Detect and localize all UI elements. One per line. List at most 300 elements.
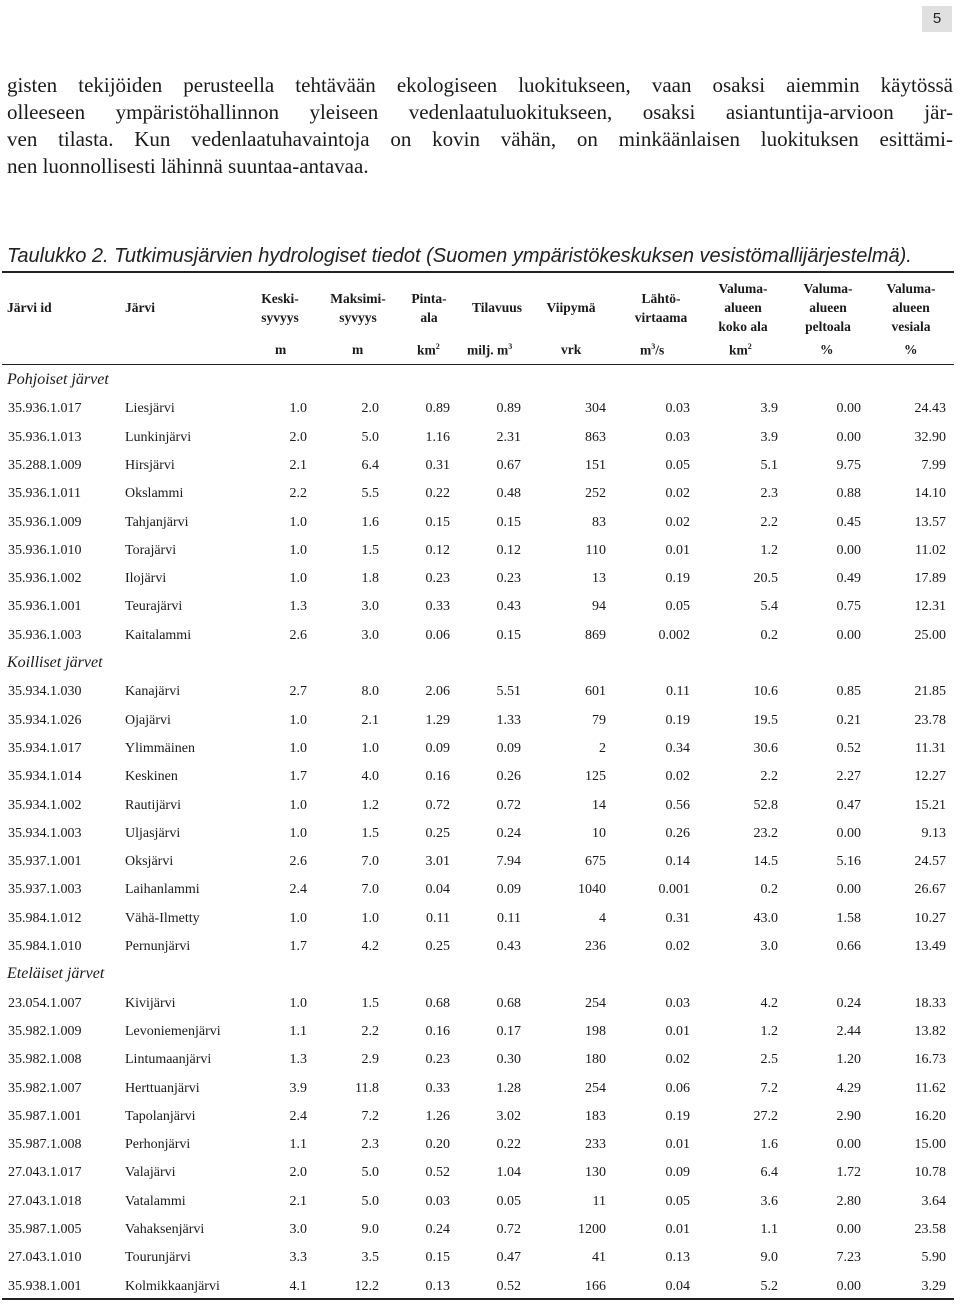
table-cell: 1.58	[836, 910, 861, 926]
table-cell: 0.23	[496, 571, 521, 587]
table-cell: Kivijärvi	[125, 995, 176, 1011]
table-cell: 0.31	[425, 457, 450, 473]
table-cell: 1.0	[289, 712, 307, 728]
table-cell: 0.11	[497, 910, 521, 926]
table-cell: 0.02	[665, 1052, 690, 1068]
table-cell: 2.5	[760, 1052, 778, 1068]
table-cell: 3.02	[496, 1108, 521, 1124]
table-cell: 0.01	[665, 1222, 690, 1237]
table-cell: 4.0	[361, 769, 379, 785]
table-top-rule	[2, 271, 954, 273]
table-row	[0, 996, 960, 1024]
table-cell: 601	[585, 684, 606, 700]
table-cell: 5.0	[361, 429, 379, 445]
table-cell: 24.43	[914, 401, 946, 417]
table-cell: 26.67	[914, 882, 946, 898]
table-cell: 35.934.1.014	[8, 769, 82, 785]
table-cell: 10	[592, 825, 606, 841]
table-cell: 0.72	[496, 797, 521, 813]
table-cell: Teurajärvi	[125, 599, 183, 615]
table-cell: 5.0	[361, 1193, 379, 1209]
table-cell: 1.5	[361, 995, 379, 1011]
table-cell: 0.00	[836, 401, 861, 417]
table-cell: 35.937.1.003	[8, 882, 82, 898]
table-row	[0, 713, 960, 741]
table-cell: 3.5	[361, 1250, 379, 1266]
table-cell: 12.27	[914, 769, 946, 785]
table-cell: 2.0	[289, 1165, 307, 1181]
table-cell: 0.06	[665, 1080, 690, 1096]
table-row	[0, 571, 960, 599]
table-cell: 2.4	[289, 882, 307, 898]
table-cell: 1.3	[289, 599, 307, 615]
table-cell: 180	[585, 1052, 606, 1068]
table-cell: 1.1	[760, 1222, 778, 1237]
table-cell: 0.30	[496, 1052, 521, 1068]
table-cell: 94	[592, 599, 606, 615]
table-cell: 2	[599, 740, 606, 756]
table-cell: 166	[585, 1278, 606, 1294]
table-cell: 236	[585, 939, 606, 954]
table-cell: Tahjanjärvi	[125, 514, 189, 530]
table-cell: 3.3	[289, 1250, 307, 1266]
table-cell: Torajärvi	[125, 542, 177, 558]
table-cell: 0.00	[836, 542, 861, 558]
table-cell: 23.2	[753, 825, 778, 841]
table-row	[0, 599, 960, 627]
table-cell: 0.89	[496, 401, 521, 417]
table-cell: 11.02	[915, 542, 946, 558]
table-cell: 2.44	[836, 1023, 861, 1039]
header-max-depth: Maksimi- syvyys	[330, 291, 386, 325]
table-cell: 35.934.1.030	[8, 684, 82, 700]
table-cell: 4	[599, 910, 606, 926]
table-cell: 35.938.1.001	[8, 1278, 82, 1294]
table-cell: 0.02	[665, 514, 690, 530]
table-cell: 0.09	[665, 1165, 690, 1181]
table-row	[0, 741, 960, 769]
table-cell: 10.6	[753, 684, 778, 700]
table-cell: 35.936.1.009	[8, 514, 82, 530]
table-cell: 83	[592, 514, 606, 530]
table-row	[0, 684, 960, 712]
table-cell: 3.6	[760, 1193, 778, 1209]
header-outflow: Lähtö- virtaama	[634, 291, 688, 325]
table-cell: 15.21	[914, 797, 946, 813]
table-cell: 27.043.1.018	[8, 1193, 82, 1209]
table-cell: 2.0	[289, 429, 307, 445]
header-lake-name: Järvi	[125, 300, 155, 315]
table-cell: 2.90	[836, 1108, 861, 1124]
unit-catchment-field: %	[820, 342, 834, 357]
table-cell: 1.0	[361, 910, 379, 926]
table-cell: 0.04	[425, 882, 450, 898]
table-cell: Liesjärvi	[125, 401, 175, 417]
table-cell: 1.0	[289, 542, 307, 558]
table-cell: 1.2	[361, 797, 379, 813]
table-cell: 0.02	[665, 939, 690, 954]
table-cell: Oksjärvi	[125, 854, 174, 870]
table-cell: 254	[585, 1080, 606, 1096]
table-cell: 0.72	[425, 797, 450, 813]
table-cell: 0.09	[425, 740, 450, 756]
table-cell: 35.987.1.008	[8, 1137, 82, 1153]
table-cell: 2.80	[836, 1193, 861, 1209]
table-cell: 1.0	[289, 825, 307, 841]
table-cell: 252	[585, 486, 606, 502]
table-cell: 0.33	[425, 1080, 450, 1096]
table-cell: 1.5	[361, 825, 379, 841]
table-cell: 254	[585, 995, 606, 1011]
table-cell: 20.5	[753, 571, 778, 587]
table-cell: 12.2	[354, 1278, 379, 1294]
table-cell: 1.26	[425, 1108, 450, 1124]
table-cell: 24.57	[914, 854, 946, 870]
table-cell: 0.31	[665, 910, 690, 926]
table-cell: 863	[585, 429, 606, 445]
table-cell: 0.24	[496, 825, 521, 841]
table-cell: 0.68	[496, 995, 521, 1011]
paragraph-line: olleeseen ympäristöhallinnon yleiseen vedenlaatuluokitukseen, osaksi asiantuntija-arvioon jär-	[7, 100, 953, 124]
table-cell: 1.0	[289, 797, 307, 813]
table-cell: 3.9	[760, 401, 778, 417]
table-cell: 35.936.1.003	[8, 627, 82, 643]
table-cell: 233	[585, 1137, 606, 1153]
table-caption: Taulukko 2. Tutkimusjärvien hydrologiset tiedot (Suomen ympäristökeskuksen vesistömallijärjestelmä).	[7, 245, 912, 267]
table-cell: 0.2	[760, 882, 778, 898]
table-cell: 2.2	[361, 1023, 379, 1039]
table-cell: 1.33	[496, 712, 521, 728]
table-cell: 35.936.1.002	[8, 571, 82, 587]
table-cell: Laihanlammi	[125, 882, 200, 898]
table-cell: 198	[585, 1023, 606, 1039]
header-area: Pinta- ala	[411, 291, 447, 325]
table-cell: 41	[592, 1250, 606, 1266]
table-cell: 32.90	[914, 429, 946, 445]
table-cell: 0.15	[496, 514, 521, 530]
table-cell: 0.01	[665, 542, 690, 558]
table-cell: 183	[585, 1108, 606, 1124]
table-cell: 0.21	[836, 712, 861, 728]
table-cell: 8.0	[361, 684, 379, 700]
table-cell: 1.0	[361, 740, 379, 756]
table-cell: 0.24	[425, 1222, 450, 1237]
table-row	[0, 543, 960, 571]
table-row	[0, 1109, 960, 1137]
table-cell: 0.11	[666, 684, 690, 700]
table-cell: 0.002	[658, 627, 690, 643]
table-cell: 6.4	[760, 1165, 778, 1181]
header-volume: Tilavuus	[471, 300, 523, 315]
table-cell: 0.03	[665, 995, 690, 1011]
table-cell: 0.15	[496, 627, 521, 643]
table-cell: 2.27	[836, 769, 861, 785]
table-cell: 7.0	[361, 854, 379, 870]
table-cell: 1.0	[289, 740, 307, 756]
table-cell: 1.7	[289, 939, 307, 954]
table-cell: 0.01	[665, 1137, 690, 1153]
table-cell: 0.23	[425, 571, 450, 587]
table-cell: 1.6	[361, 514, 379, 530]
table-cell: 0.23	[425, 1052, 450, 1068]
table-cell: 0.03	[665, 401, 690, 417]
table-cell: 30.6	[753, 740, 778, 756]
table-cell: 0.00	[836, 627, 861, 643]
table-cell: 0.05	[665, 599, 690, 615]
table-cell: Kolmikkaanjärvi	[125, 1278, 220, 1294]
table-cell: 0.04	[665, 1278, 690, 1294]
table-cell: 0.43	[496, 939, 521, 954]
table-cell: 3.0	[289, 1222, 307, 1237]
table-cell: 0.85	[836, 684, 861, 700]
table-cell: 2.1	[289, 457, 307, 473]
table-cell: 0.26	[665, 825, 690, 841]
table-cell: 0.26	[496, 769, 521, 785]
table-cell: 13.82	[914, 1023, 946, 1039]
table-cell: 3.0	[361, 599, 379, 615]
table-cell: 35.987.1.001	[8, 1108, 82, 1124]
table-row	[0, 1052, 960, 1080]
table-cell: 0.00	[836, 1137, 861, 1153]
table-cell: 0.05	[665, 1193, 690, 1209]
table-cell: 3.64	[921, 1193, 946, 1209]
table-cell: Keskinen	[125, 769, 178, 785]
table-cell: 5.16	[836, 854, 861, 870]
table-cell: 13.57	[914, 514, 946, 530]
table-cell: 2.31	[496, 429, 521, 445]
table-cell: 0.17	[496, 1023, 521, 1039]
table-cell: Tapolanjärvi	[125, 1108, 196, 1124]
header-catchment-field: Valuma- alueen peltoala	[803, 281, 853, 334]
table-cell: 1.0	[289, 514, 307, 530]
table-cell: 9.75	[836, 457, 861, 473]
header-residence: Viipymä	[546, 300, 596, 315]
table-cell: Rautijärvi	[125, 797, 181, 813]
table-cell: 35.984.1.010	[8, 939, 82, 954]
table-cell: 3.0	[361, 627, 379, 643]
table-cell: 1.1	[289, 1137, 307, 1153]
table-cell: 7.0	[361, 882, 379, 898]
table-cell: 2.1	[289, 1193, 307, 1209]
table-cell: 0.25	[425, 939, 450, 954]
table-row	[0, 1222, 960, 1250]
table-cell: 35.982.1.009	[8, 1023, 82, 1039]
table-row	[0, 1279, 960, 1307]
table-cell: 0.11	[426, 910, 450, 926]
table-cell: 35.987.1.005	[8, 1222, 82, 1237]
table-cell: 151	[585, 457, 606, 473]
table-cell: Okslammi	[125, 486, 184, 502]
table-cell: 11	[592, 1193, 606, 1209]
table-cell: 2.3	[361, 1137, 379, 1153]
table-cell: 2.3	[760, 486, 778, 502]
table-cell: Herttuanjärvi	[125, 1080, 200, 1096]
table-cell: 2.6	[289, 627, 307, 643]
table-cell: 0.15	[425, 1250, 450, 1266]
table-cell: 11.62	[915, 1080, 946, 1096]
table-cell: Tourunjärvi	[125, 1250, 191, 1266]
table-row	[0, 769, 960, 797]
table-cell: 23.78	[914, 712, 946, 728]
table-cell: 5.51	[496, 684, 521, 700]
table-row	[0, 1081, 960, 1109]
table-cell: 7.23	[836, 1250, 861, 1266]
table-cell: 5.2	[760, 1278, 778, 1294]
table-cell: 0.00	[836, 429, 861, 445]
table-row	[0, 401, 960, 429]
table-cell: 1.5	[361, 542, 379, 558]
table-cell: 4.2	[760, 995, 778, 1011]
table-cell: 3.29	[921, 1278, 946, 1294]
table-cell: 0.89	[425, 401, 450, 417]
table-row	[0, 1250, 960, 1278]
table-cell: 0.66	[836, 939, 861, 954]
table-cell: 4.2	[361, 939, 379, 954]
table-cell: Uljasjärvi	[125, 825, 181, 841]
table-cell: 0.24	[836, 995, 861, 1011]
unit-residence: vrk	[561, 342, 582, 357]
table-cell: 5.0	[361, 1165, 379, 1181]
unit-max-depth: m	[352, 342, 364, 357]
table-row	[0, 515, 960, 543]
paragraph-line: ven tilasta. Kun vedenlaatuhavaintoja on kovin vähän, on minkäänlaisen luokituksen esittämi-	[7, 127, 953, 151]
table-cell: 0.03	[425, 1193, 450, 1209]
table-cell: 0.00	[836, 1222, 861, 1237]
table-cell: 35.934.1.003	[8, 825, 82, 841]
table-cell: Vahaksenjärvi	[125, 1222, 205, 1237]
table-cell: 35.936.1.011	[8, 486, 81, 502]
table-row	[0, 939, 960, 967]
table-cell: 1.1	[289, 1023, 307, 1039]
table-cell: 0.48	[496, 486, 521, 502]
table-cell: 7.99	[921, 457, 946, 473]
table-cell: 0.19	[665, 1108, 690, 1124]
table-cell: 0.47	[496, 1250, 521, 1266]
table-cell: 0.00	[836, 825, 861, 841]
table-cell: 0.02	[665, 486, 690, 502]
table-cell: 12.31	[914, 599, 946, 615]
table-cell: 125	[585, 769, 606, 785]
table-cell: 4.29	[836, 1080, 861, 1096]
table-cell: 1040	[578, 882, 606, 898]
table-row	[0, 1137, 960, 1165]
table-cell: 14.5	[753, 854, 778, 870]
table-cell: 1.2	[760, 1023, 778, 1039]
table-cell: 5.90	[921, 1250, 946, 1266]
table-cell: 2.7	[289, 684, 307, 700]
table-row	[0, 1194, 960, 1222]
table-cell: Hirsjärvi	[125, 457, 175, 473]
table-cell: 869	[585, 627, 606, 643]
table-cell: Ilojärvi	[125, 571, 167, 587]
table-cell: 1.0	[289, 571, 307, 587]
table-cell: 0.14	[665, 854, 690, 870]
table-cell: 0.13	[665, 1250, 690, 1266]
table-cell: Vatalammi	[125, 1193, 186, 1209]
table-cell: Ylimmäinen	[125, 740, 195, 756]
table-cell: 0.22	[425, 486, 450, 502]
table-cell: 0.52	[836, 740, 861, 756]
table-cell: 1.0	[289, 995, 307, 1011]
unit-volume: milj. $m^3$	[467, 342, 513, 358]
table-row	[0, 826, 960, 854]
table-cell: 27.2	[753, 1108, 778, 1124]
table-cell: 79	[592, 712, 606, 728]
header-mean-depth: Keski- syvyys	[261, 291, 299, 325]
table-cell: 2.0	[361, 401, 379, 417]
table-cell: 2.06	[425, 684, 450, 700]
table-cell: 0.56	[665, 797, 690, 813]
table-cell: 0.52	[496, 1278, 521, 1294]
header-catchment-water: Valuma- alueen vesiala	[886, 281, 936, 334]
table-cell: 0.45	[836, 514, 861, 530]
table-cell: 304	[585, 401, 606, 417]
table-cell: 25.00	[914, 627, 946, 643]
table-row	[0, 1024, 960, 1052]
table-cell: Valajärvi	[125, 1165, 176, 1181]
table-cell: 0.16	[425, 769, 450, 785]
table-cell: 7.2	[361, 1108, 379, 1124]
table-cell: 1.7	[289, 769, 307, 785]
group-heading: Koilliset järvet	[7, 654, 103, 671]
unit-area: $km^2$	[417, 342, 440, 358]
table-cell: 6.4	[361, 457, 379, 473]
table-cell: 1.04	[496, 1165, 521, 1181]
table-cell: 27.043.1.010	[8, 1250, 82, 1266]
table-cell: 13	[592, 571, 606, 587]
table-cell: 0.88	[836, 486, 861, 502]
table-cell: 5.5	[361, 486, 379, 502]
table-cell: 43.0	[753, 910, 778, 926]
table-cell: 0.05	[665, 457, 690, 473]
table-cell: 130	[585, 1165, 606, 1181]
table-cell: 23.58	[914, 1222, 946, 1237]
table-cell: 3.9	[760, 429, 778, 445]
table-cell: 0.16	[425, 1023, 450, 1039]
table-cell: 35.984.1.012	[8, 910, 82, 926]
table-cell: 15.00	[914, 1137, 946, 1153]
unit-mean-depth: m	[275, 342, 287, 357]
page-number: 5	[922, 6, 952, 32]
table-cell: Kanajärvi	[125, 684, 181, 700]
table-row	[0, 798, 960, 826]
table-cell: 1.3	[289, 1052, 307, 1068]
table-cell: 1.8	[361, 571, 379, 587]
table-cell: 0.12	[425, 542, 450, 558]
table-cell: Lintumaanjärvi	[125, 1052, 212, 1068]
table-cell: 2.9	[361, 1052, 379, 1068]
table-cell: 35.934.1.002	[8, 797, 82, 813]
table-cell: 3.0	[760, 939, 778, 954]
table-cell: 0.68	[425, 995, 450, 1011]
table-cell: 35.936.1.001	[8, 599, 82, 615]
paragraph-line: gisten tekijöiden perusteella tehtävään ekologiseen luokitukseen, vaan osaksi aiemmin käytössä	[7, 73, 953, 97]
table-cell: 35.982.1.007	[8, 1080, 82, 1096]
table-cell: 0.20	[425, 1137, 450, 1153]
table-cell: 7.94	[496, 854, 521, 870]
table-row	[0, 458, 960, 486]
table-cell: 52.8	[753, 797, 778, 813]
table-cell: 0.13	[425, 1278, 450, 1294]
table-row	[0, 882, 960, 910]
table-cell: 1.29	[425, 712, 450, 728]
table-cell: 0.00	[836, 882, 861, 898]
table-cell: Kaitalammi	[125, 627, 192, 643]
table-cell: 5.1	[760, 457, 778, 473]
table-cell: Perhonjärvi	[125, 1137, 191, 1153]
table-cell: 1.72	[836, 1165, 861, 1181]
table-cell: 110	[585, 542, 606, 558]
